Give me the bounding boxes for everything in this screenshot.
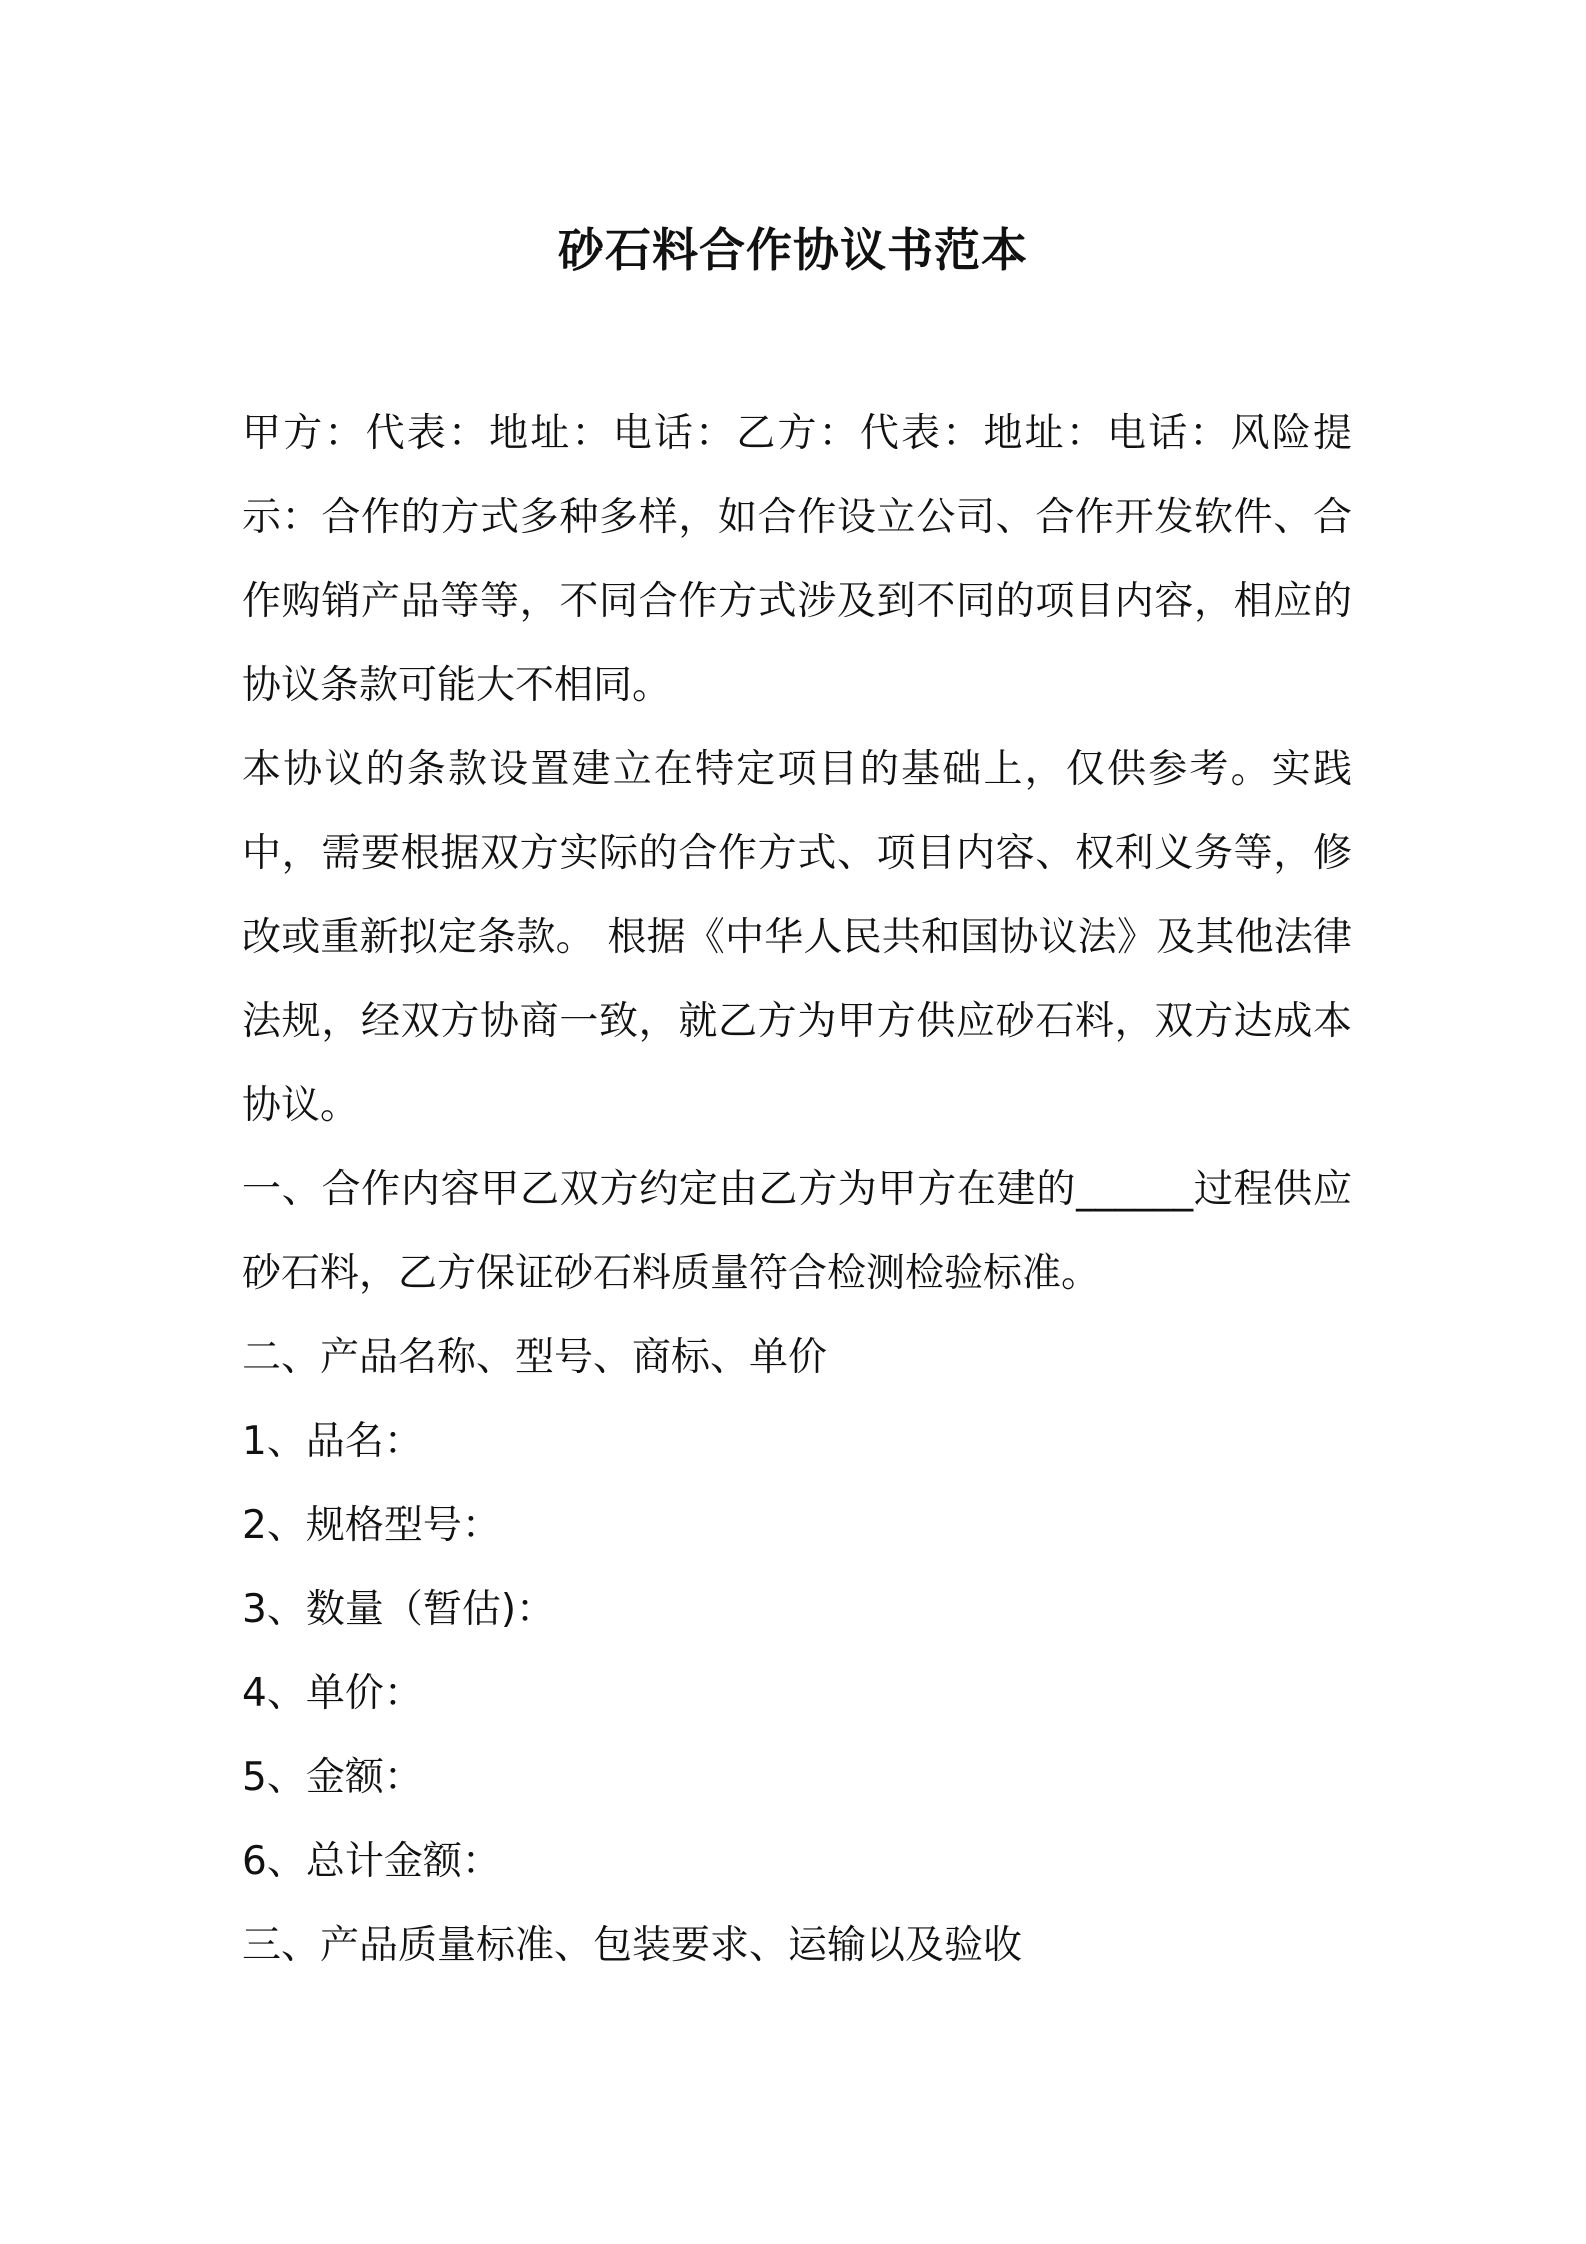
document-title: 砂石料合作协议书范本 [558,223,1028,277]
item-total-amount: 6、总计金额： [242,1839,501,1884]
item-product-name: 1、品名： [242,1419,423,1464]
item-amount: 5、金额： [242,1755,423,1800]
document-body [242,392,1352,1988]
section-two-heading: 二、产品名称、型号、商标、单价 [242,1335,828,1380]
item-specification-model: 2、规格型号： [242,1503,501,1548]
section-three-heading: 三、产品质量标准、包装要求、运输以及验收 [242,1923,1023,1968]
paragraph-parties-and-risk-notice: 甲方：代表：地址：电话：乙方：代表：地址：电话：风险提示：合作的方式多种多样，如合作设立公司、合作开发软件、合作购销产品等等，不同合作方式涉及到不同的项目内容，相应的协议条款可能大不相同。 [242,411,1352,708]
paragraph-basis-of-agreement: 本协议的条款设置建立在特定项目的基础上，仅供参考。实践中，需要根据双方实际的合作方式、项目内容、权利义务等，修改或重新拟定条款。 根据《中华人民共和国协议法》及其他法律法规，经双方协商一致，就乙方为甲方供应砂石料，双方达成本协议。 [242,747,1352,1128]
item-quantity-estimated: 3、数量（暂估)： [242,1587,556,1632]
paragraph-section-one-cooperation-content: 一、合作内容甲乙双方约定由乙方为甲方在建的______过程供应砂石料，乙方保证砂石料质量符合检测检验标准。 [242,1167,1352,1296]
item-unit-price: 4、单价： [242,1671,423,1716]
